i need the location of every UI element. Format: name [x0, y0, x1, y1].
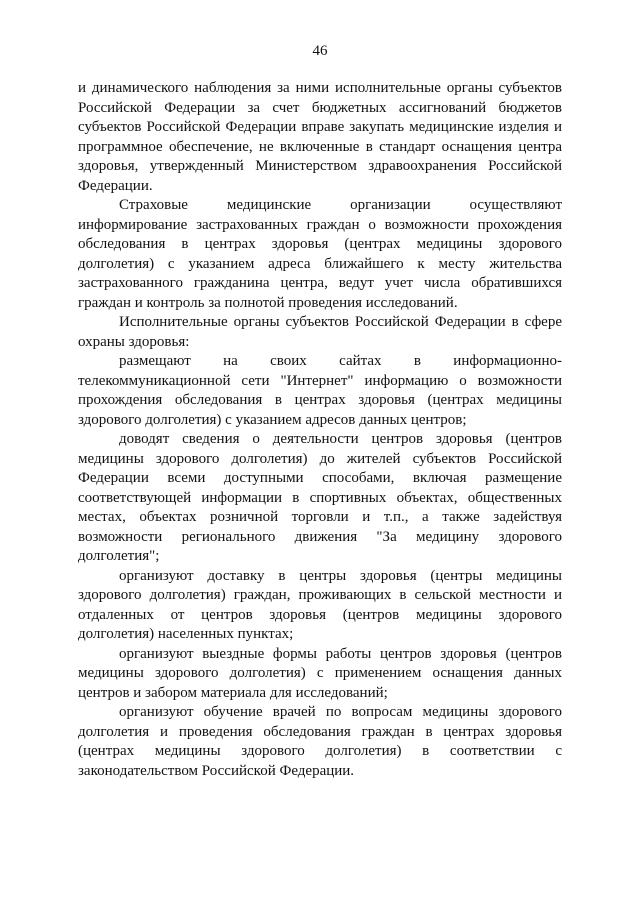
list-item-doctor-training: организуют обучение врачей по вопросам медицины здорового долголетия и проведения обследования граждан в центрах здоровья (центрах медицины здорового долголетия) в соответствии с законодательством Российской Федерации.: [78, 704, 562, 779]
list-item-organize-delivery: организуют доставку в центры здоровья (центры медицины здорового долголетия) граждан, проживающих в сельской местности и отдаленных от центров здоровья (центров медицины здорового долголетия) населенных пунктах;: [78, 567, 562, 642]
page-number: 46: [312, 43, 328, 59]
paragraph-executive-bodies-intro: Исполнительные органы субъектов Российской Федерации в сфере охраны здоровья:: [78, 314, 562, 350]
paragraph-continuation: и динамического наблюдения за ними исполнительные органы субъектов Российской Федерации за счет бюджетных ассигнований бюджетов субъектов Российской Федерации вправе закупать медицинские изделия и программное обеспечение, не включенные в стандарт оснащения центра здоровья, утвержденный Министерством здравоохранения Российской Федерации.: [78, 80, 562, 194]
document-body: [78, 79, 562, 781]
list-item-mobile-work: организуют выездные формы работы центров здоровья (центров медицины здорового долголетия) с применением оснащения данных центров и забором материала для исследований;: [78, 645, 562, 701]
list-item-publish-info: размещают на своих сайтах в информационно-телекоммуникационной сети "Интернет" информацию о возможности прохождения обследования в центрах здоровья (центрах медицины здорового долголетия) с указанием адресов данных центров;: [78, 353, 562, 428]
list-item-inform-residents: доводят сведения о деятельности центров здоровья (центров медицины здорового долголетия) до жителей субъектов Российской Федерации всеми доступными способами, включая размещение соответствующей информации в спортивных объектах, общественных местах, объектах розничной торговли и т.п., а также задействуя возможности регионального движения "За медицину здорового долголетия";: [78, 431, 562, 564]
paragraph-insurance-organizations: Страховые медицинские организации осуществляют информирование застрахованных граждан о возможности прохождения обследования в центрах здоровья (центрах медицины здорового долголетия) с указанием адреса ближайшего к месту жительства застрахованного гражданина центра, ведут учет числа обратившихся граждан и контроль за полнотой проведения исследований.: [78, 197, 562, 311]
